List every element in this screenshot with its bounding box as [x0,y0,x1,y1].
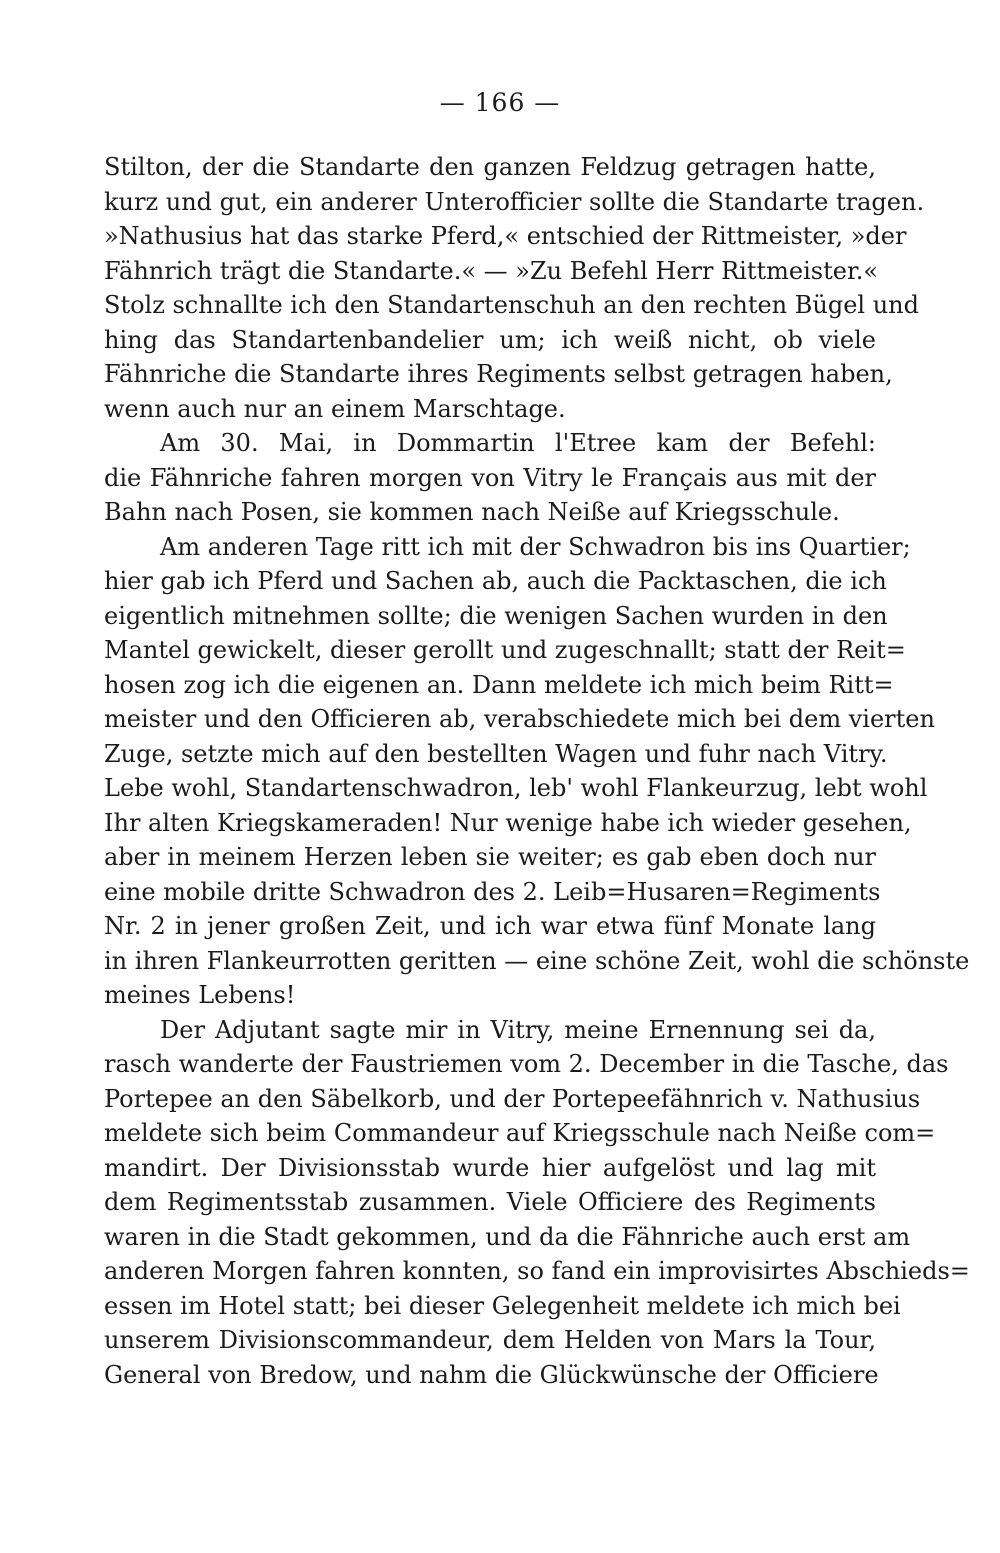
text-line: Fähnrich trägt die Standarte.« — »Zu Befehl Herr Rittmeister.« [104,256,879,285]
text-line: Der Adjutant sagte mir in Vitry, meine Ernennung sei da, [160,1015,876,1044]
text-line: meines Lebens! [104,981,296,1009]
text-line: aber in meinem Herzen leben sie weiter; es gab eben doch nur [104,843,876,871]
text-line: meldete sich beim Commandeur auf Kriegsschule nach Neiße com= [104,1119,936,1147]
text-line: dem Regimentsstab zusammen. Viele Officiere des Regiments [104,1188,876,1216]
text-line: hing das Standartenbandelier um; ich weiß nicht, ob viele [104,325,876,354]
text-line: anderen Morgen fahren konnten, so fand ein improvisirtes Abschieds= [104,1257,970,1285]
text-line: kurz und gut, ein anderer Unterofficier sollte die Standarte tragen. [104,187,925,216]
text-line: eine mobile dritte Schwadron des 2. Leib=Husaren=Regiments [104,877,881,906]
text-line: rasch wanderte der Faustriemen vom 2. December in die Tasche, das [104,1050,949,1078]
text-line: unserem Divisionscommandeur, dem Helden von Mars la Tour, [104,1326,876,1354]
text-line: Stolz schnallte ich den Standartenschuh an den rechten Bügel und [104,291,920,319]
text-line: Am anderen Tage ritt ich mit der Schwadron bis ins Quartier; [160,532,911,561]
text-line: hosen zog ich die eigenen an. Dann meldete ich mich beim Ritt= [104,670,894,699]
body-text [104,150,970,1392]
text-line: Ihr alten Kriegskameraden! Nur wenige habe ich wieder gesehen, [104,808,912,837]
text-line: wenn auch nur an einem Marschtage. [104,394,566,423]
text-line: Lebe wohl, Standartenschwadron, leb' wohl Flankeurzug, lebt wohl [104,774,928,802]
page-number: — 166 — [439,88,561,117]
text-line: Nr. 2 in jener großen Zeit, und ich war etwa fünf Monate lang [104,912,876,940]
text-line: essen im Hotel statt; bei dieser Gelegenheit meldete ich mich bei [104,1291,901,1320]
text-line: die Fähnriche fahren morgen von Vitry le Français aus mit der [104,463,876,492]
text-line: Zuge, setzte mich auf den bestellten Wagen und fuhr nach Vitry. [104,739,888,768]
text-line: eigentlich mitnehmen sollte; die wenigen Sachen wurden in den [104,601,888,630]
text-line: waren in die Stadt gekommen, und da die Fähnriche auch erst am [104,1222,911,1251]
text-line: »Nathusius hat das starke Pferd,« entschied der Rittmeister, »der [104,222,907,250]
text-line: Stilton, der die Standarte den ganzen Feldzug getragen hatte, [104,153,876,181]
text-line: meister und den Officieren ab, verabschiedete mich bei dem vierten [104,705,935,733]
text-line: Am 30. Mai, in Dommartin l'Etree kam der Befehl: [160,429,876,457]
text-line: mandirt. Der Divisionsstab wurde hier aufgelöst und lag mit [104,1153,876,1182]
text-line: Portepee an den Säbelkorb, und der Portepeefähnrich v. Nathusius [104,1084,921,1113]
text-line: hier gab ich Pferd und Sachen ab, auch die Packtaschen, die ich [104,567,887,595]
text-line: General von Bredow, und nahm die Glückwünsche der Officiere [104,1360,879,1389]
text-line: in ihren Flankeurrotten geritten — eine schöne Zeit, wohl die schönste [104,946,970,975]
text-line: Bahn nach Posen, sie kommen nach Neiße auf Kriegsschule. [104,498,840,526]
text-line: Mantel gewickelt, dieser gerollt und zugeschnallt; statt der Reit= [104,636,906,664]
text-line: Fähnriche die Standarte ihres Regiments selbst getragen haben, [104,360,893,388]
